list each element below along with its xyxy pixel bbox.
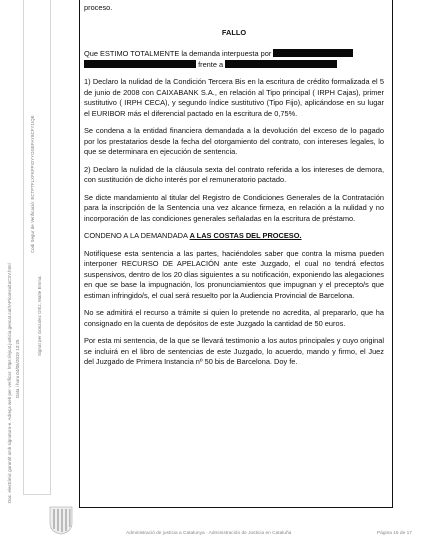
- redacted-plaintiff-2: [84, 60, 196, 68]
- costas-text: CONDENO A LA DEMANDADA: [84, 231, 190, 240]
- paragraph-condena-devolucion: Se condena a la entidad financiera demandada a la devolución del exceso de lo pagado por los prestatarios desde la fecha del otorgamiento del contrato, con intereses legales, lo que se determinara en ejecución de sentencia.: [84, 126, 384, 156]
- paragraph-sentencia: Por esta mi sentencia, de la que se llevará testimonio a los autos principales y cuyo original se incluirá en el libro de sentencias de este Juzgado, lo acuerdo, mando y firmo, el Juez del Juzgado de Primera Instancia nº 50 bis de Barcelona. Doy fe.: [84, 336, 384, 366]
- verification-code-text: Codi Segur de Verificació: ECTPTFLXFKFPIOYYOGEFAY8CFY1IQE: [30, 115, 35, 253]
- paragraph-costas: [84, 231, 384, 242]
- verification-doc-text: Doc. electrònic garantit amb signatura-e. Adreça web per verificar: https://ejcat.justicia.gencat.cat/IAP/consultaCSV.html: [7, 263, 12, 503]
- frente-text: frente a: [198, 59, 224, 69]
- fallo-heading: FALLO: [221, 27, 247, 37]
- verification-panel: [23, 0, 51, 495]
- estimo-text: Que ESTIMO TOTALMENTE la demanda interpuesta por: [84, 49, 274, 58]
- intro-line: proceso.: [84, 3, 113, 12]
- costas-bold: A LAS COSTAS DEL PROCESO.: [189, 231, 302, 240]
- redacted-defendant: [225, 60, 337, 68]
- signature-text: Signat per Gonzalez Ortiz, Maite Emma;: [37, 275, 42, 356]
- page-number: Pàgina 16 de 17: [377, 531, 412, 536]
- paragraph-nulidad-2: 2) Declaro la nulidad de la cláusula sexta del contrato referida a los intereses de demora, con sustitución de dicho interés por el remuneratorio pactado.: [84, 164, 384, 184]
- footer-administration: Administració de justícia a Catalunya · Administración de Justicia en Cataluña: [126, 531, 292, 536]
- paragraph-recurso: No se admitirá el recurso a trámite si quien lo pretende no acredita, al prepararlo, que ha consignado en la cuenta de depósitos de este Juzgado la cantidad de 50 euros.: [84, 308, 384, 328]
- document-body: [84, 0, 384, 375]
- paragraph-nulidad-1: 1) Declaro la nulidad de la Condición Tercera Bis en la escritura de crédito formalizada el 5 de junio de 2008 con CAIXABANK S.A., en relación al Tipo principal ( IRPH Cajas), primer sustitutivo ( IRPH CECA), y segundo índice sustitutivo (Tipo Fijo), aplicándose en su lugar el EURIBOR más el diferencial pactado en la escritura de 0,75%.: [84, 77, 384, 118]
- paragraph-notifiquese: Notifíquese esta sentencia a las partes, haciéndoles saber que contra la misma pueden interponer RECURSO DE APELACIÓN ante este Juzgado, el cual no tendrá efectos suspensivos, dentro de los 20 días siguientes a su notificación, exponiendo las alegaciones en que se base la impugnación, los pronunciamientos que impugnan y el precepto/s que estiman infringido/s, el cual será resuelto por la Audiencia Provincial de Barcelona.: [84, 248, 384, 300]
- catalonia-emblem-icon: [48, 505, 74, 535]
- paragraph-estimo: [84, 49, 384, 70]
- paragraph-mandamiento: Se dicte mandamiento al titular del Registro de Condiciones Generales de la Contratación para la inscripción de la Sentencia una vez alcance firmeza, en relación a la nulidad y no incorporación de las condiciones generales señaladas en la escritura de préstamo.: [84, 192, 384, 223]
- verification-date-text: Data i hora 04/06/2019 13:25: [15, 339, 20, 398]
- redacted-plaintiff: [273, 49, 353, 57]
- verification-margin: [0, 0, 42, 544]
